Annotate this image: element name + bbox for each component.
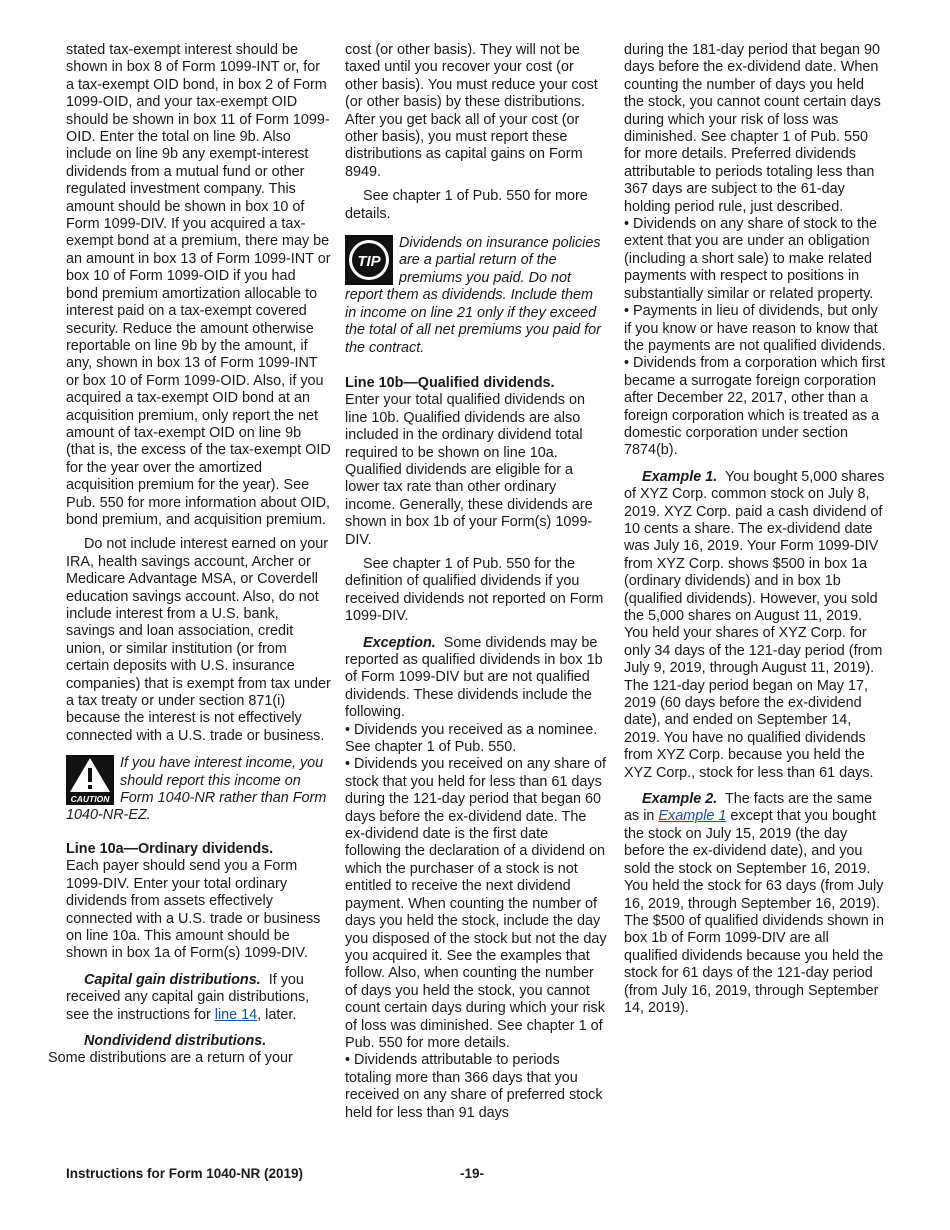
paragraph-line-10a: Each payer should send you a Form 1099-DIV. Enter your total ordinary dividends from assets effectively connected with a U.S. trade or business on line 10a. This amount should be shown in box 1a of Form(s) 1099-DIV. [66,858,321,962]
bullet-surrogate-foreign: • Dividends from a corporation which first became a surrogate foreign corporation after December 22, 2017, other than a foreign corporation which is treated as a domestic corporation under section 7874(b). [624,355,886,459]
example-2-text-cont: except that you bought the stock on July 15, 2019 (the day before the ex-dividend date), and you sold the stock on September 16, 2019. You held the stock for 63 days (from July 16, 2019, through September 16, 2019). The $500 of qualified dividends shown in box 1b of Form 1099-DIV are all qualified dividends because you held the stock for 61 days of the 121-day period (from July 16, 2019, through September 14, 2019). [624,808,885,1016]
capital-gain-heading: Capital gain distributions. [84,971,261,988]
caution-label: CAUTION [70,794,110,805]
paragraph-do-not-include: Do not include interest earned on your IRA, health savings account, Archer or Medicare Advantage MSA, or Coverdell education savings account. Also, do not include interest from a U.S. bank, savings and loan association, credit union, or similar institution (or from certain deposits with U.S. insurance companies) that is exempt from tax under a tax treaty or under section 871(i) because the interest is not effectively connected with a U.S. trade or business. [66,536,331,744]
paragraph-example-2 [624,791,886,1017]
bullet-short-sale: • Dividends on any share of stock to the extent that you are under an obligation (including a short sale) to make related payments with respect to positions in substantially similar or related property. [624,216,886,303]
bullet-nominee: • Dividends you received as a nominee. See chapter 1 of Pub. 550. [345,722,608,757]
line-14-link[interactable]: line 14 [214,1006,258,1023]
capital-gain-text: If you received any capital gain distributions, see the instructions for [66,971,310,1023]
paragraph-tax-exempt-interest: stated tax-exempt interest should be shown in box 8 of Form 1099-INT or, for a tax-exempt OID bond, in box 2 of Form 1099-OID, and your tax-exempt OID should be shown in box 11 of Form 1099-OID. Enter the total on line 9b. Also include on line 9b any exempt-interest dividends from a mutual fund or other regulated investment company. This amount should be shown in box 10 of Form 1099-DIV. If you acquired a tax-exempt bond at a premium, there may be an amount in box 13 of Form 1099-INT or box 10 of Form 1099-OID if you had bond premium amortization allocable to interest paid on a tax-exempt covered security. Reduce the amount otherwise reportable on line 9b by the amount, if any, shown in box 13 of Form 1099-INT or box 10 of Form 1099-OID. Also, if you acquired a tax-exempt OID bond at an acquisition premium, only report the net amount of tax-exempt OID on line 9b (that is, the excess of the tax-exempt OID for the year over the amortized acquisition premium for the year). See Pub. 550 for more information about OID, bond premium, and acquisition premium. [66,42,331,528]
example-1-heading: Example 1. [642,468,718,485]
tip-note [345,235,608,357]
tip-text: Dividends on insurance policies are a partial return of the premiums you paid. Do not report them as dividends. Include them in income on line 21 only if they exceed the total of all net premiums you paid for the contract. [345,235,601,356]
example-2-heading: Example 2. [642,791,718,808]
paragraph-capital-gain-distributions [66,972,331,1024]
example-1-link[interactable]: Example 1 [658,808,727,825]
paragraph-exception [345,635,608,722]
tip-label: TIP [357,253,381,271]
exception-heading: Exception. [363,634,436,651]
paragraph-nondividend-distributions [48,1032,331,1068]
paragraph-line-10b: Enter your total qualified dividends on line 10b. Qualified dividends are also included in the ordinary dividend total required to be shown on line 10a. Qualified dividends are eligible for a lower tax rate than other ordinary income. Generally, these dividends are shown in box 1b of your Form(s) 1099-DIV. [345,392,593,548]
caution-note [66,755,331,825]
caution-text: If you have interest income, you should report this income on Form 1040-NR rather than Form 1040-NR-EZ. [66,755,327,824]
bullet-61-days: • Dividends you received on any share of stock that you held for less than 61 days during the 121-day period that began 60 days before the ex-dividend date. The ex-dividend date is the first date following the declaration of a dividend on which the purchaser of a stock is not entitled to receive the next dividend payment. When counting the number of days you held the stock, include the day you disposed of the stock but not the day you acquired it. See the examples that follow. Also, when counting the number of days you held the stock, you cannot count certain days during which your risk of loss was diminished. See chapter 1 of Pub. 550 for more details. [345,756,608,1052]
column-3 [624,42,886,1024]
example-2-text: The facts are the same as in [624,791,873,825]
example-1-text: You bought 5,000 shares of XYZ Corp. common stock on July 8, 2019. XYZ Corp. paid a cash dividend of 10 cents a share. The ex-dividend date was July 16, 2019. Your Form 1099-DIV from XYZ Corp. shows $500 in box 1a (ordinary dividends) and in box 1b (qualified dividends). However, you sold the 5,000 shares on August 11, 2019. You held your shares of XYZ Corp. for only 34 days of the 121-day period (from July 9, 2019, through August 11, 2019). The 121-day period began on May 17, 2019 (60 days before the ex-dividend date), and ended on September 14, 2019. You have no qualified dividends from XYZ Corp. because you held the XYZ Corp., stock for less than 61 days. [624,468,885,781]
paragraph-181-day-period: during the 181-day period that began 90 days before the ex-dividend date. When counting the number of days you held the stock, you cannot count certain days during which your risk of loss was diminished. See chapter 1 of Pub. 550 for more details. Preferred dividends attributable to periods totaling less than 367 days are subject to the 61-day holding period rule, just described. [624,42,881,215]
column-1 [48,42,331,1068]
footer-title: Instructions for Form 1040-NR (2019) [66,1166,304,1181]
nondividend-text: Some distributions are a return of your [48,1050,293,1067]
paragraph-qualified-definition: See chapter 1 of Pub. 550 for the definition of qualified dividends if you received dividends not reported on Form 1099-DIV. [345,555,604,625]
paragraph-return-of-cost: cost (or other basis). They will not be taxed until you recover your cost (or other basis). You must reduce your cost (or other basis) by these distributions. After you get back all of your cost (or other basis), you must report these distributions as capital gains on Form 8949. [345,42,598,180]
tip-icon [345,235,393,285]
heading-line-10b: Line 10b—Qualified dividends. [345,374,555,391]
capital-gain-text-end: , later. [257,1006,297,1023]
paragraph-example-1 [624,469,886,782]
page-footer [66,1166,886,1188]
nondividend-heading: Nondividend distributions. [84,1032,267,1049]
bullet-preferred-stock: • Dividends attributable to periods totaling more than 366 days that you received on any share of preferred stock held for less than 91 days [345,1052,608,1122]
bullet-payments-in-lieu: • Payments in lieu of dividends, but only if you know or have reason to know that the payments are not qualified dividends. [624,303,886,355]
paragraph-see-chapter-1: See chapter 1 of Pub. 550 for more details. [345,188,588,222]
column-2 [345,42,608,1122]
exception-text: Some dividends may be reported as qualified dividends in box 1b of Form 1099-DIV but are not qualified dividends. These dividends include the following. [345,634,603,721]
caution-icon [66,755,114,805]
page-number: -19- [460,1166,485,1181]
heading-line-10a: Line 10a—Ordinary dividends. [66,840,274,857]
